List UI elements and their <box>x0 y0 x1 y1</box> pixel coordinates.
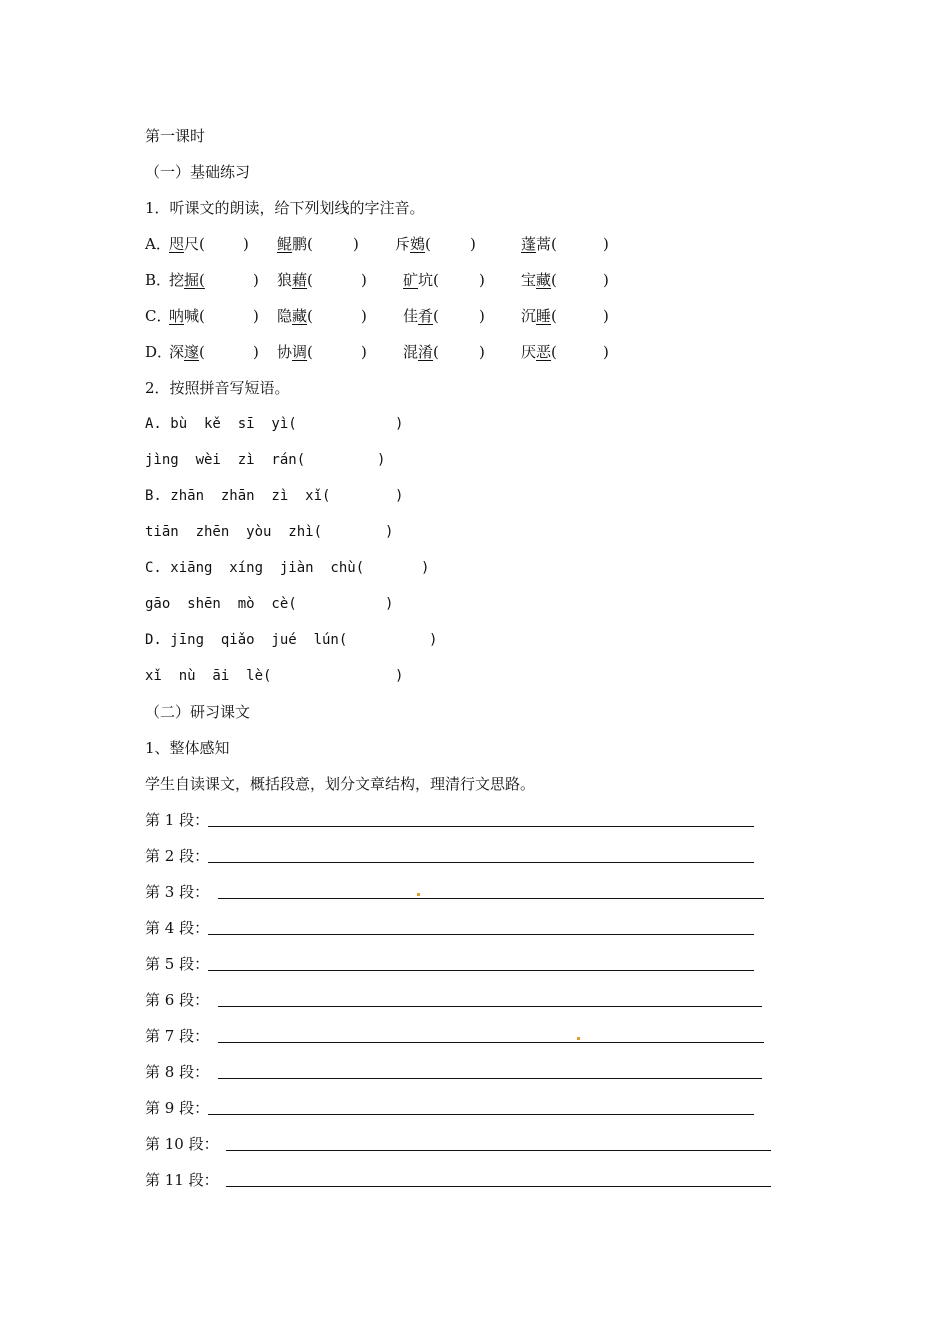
q1-item-close: ) <box>603 271 609 289</box>
paragraph-label: 第 5 段： <box>145 955 210 973</box>
lesson-title: 第一课时 <box>145 127 206 145</box>
answer-line[interactable] <box>218 1006 762 1007</box>
paragraph-label: 第 10 段： <box>145 1135 219 1153</box>
q1-item-close: ) <box>361 343 367 361</box>
paragraph-label: 第 7 段： <box>145 1027 210 1045</box>
q1-item-close: ) <box>479 343 485 361</box>
answer-line[interactable] <box>226 1150 771 1151</box>
answer-line[interactable] <box>208 934 754 935</box>
q1-item-close: ) <box>253 343 259 361</box>
paragraph-label: 第 8 段： <box>145 1063 210 1081</box>
answer-line[interactable] <box>208 1114 754 1115</box>
answer-line[interactable] <box>218 1078 762 1079</box>
row-letter: A． <box>145 235 171 253</box>
q1-row-b <box>145 268 665 292</box>
pinyin-line: jìng wèi zì rán( ) <box>145 452 386 468</box>
q1-item: 蓬蒿( <box>521 235 557 253</box>
q1-item-close: ) <box>353 235 359 253</box>
q1-item: 咫尺( <box>169 235 205 253</box>
q1-item-close: ) <box>479 307 485 325</box>
q1-item: 鲲鹏( <box>277 235 313 253</box>
q1-item: 佳肴( <box>403 307 439 325</box>
row-letter: B． <box>145 271 172 289</box>
section-heading-study-text: （二）研习课文 <box>145 703 251 721</box>
answer-line[interactable] <box>208 862 754 863</box>
q1-row-d <box>145 340 665 364</box>
q1-item-close: ) <box>603 343 609 361</box>
pinyin-line: gāo shēn mò cè( ) <box>145 596 394 612</box>
q1-item-close: ) <box>603 307 609 325</box>
q1-item: 斥鴳( <box>395 235 431 253</box>
pinyin-line: B. zhān zhān zì xǐ( ) <box>145 488 404 504</box>
pinyin-line: A. bù kě sī yì( ) <box>145 416 404 432</box>
q1-item-close: ) <box>479 271 485 289</box>
pinyin-line: D. jīng qiǎo jué lún( ) <box>145 632 438 648</box>
paragraph-label: 第 4 段： <box>145 919 210 937</box>
q1-item: 深邃( <box>169 343 205 361</box>
answer-line[interactable] <box>218 1042 764 1043</box>
pinyin-line: tiān zhēn yòu zhì( ) <box>145 524 394 540</box>
q1-item-close: ) <box>253 307 259 325</box>
q1-item: 混淆( <box>403 343 439 361</box>
q1-item-close: ) <box>243 235 249 253</box>
row-letter: D． <box>145 343 173 361</box>
q1-item-close: ) <box>361 307 367 325</box>
paragraph-label: 第 6 段： <box>145 991 210 1009</box>
q1-item: 呐喊( <box>169 307 205 325</box>
paragraph-label: 第 3 段： <box>145 883 210 901</box>
pinyin-line: C. xiāng xíng jiàn chù( ) <box>145 560 430 576</box>
paragraph-label: 第 1 段： <box>145 811 210 829</box>
stray-mark <box>417 893 420 896</box>
q1-item: 矿坑( <box>403 271 439 289</box>
section-heading-basic-practice: （一）基础练习 <box>145 163 251 181</box>
q1-item: 狼藉( <box>277 271 313 289</box>
pinyin-line: xǐ nù āi lè( ) <box>145 668 404 684</box>
question-2-prompt: 2．按照拼音写短语。 <box>145 379 290 397</box>
q1-item-close: ) <box>603 235 609 253</box>
q1-item: 厌恶( <box>521 343 557 361</box>
stray-mark <box>577 1037 580 1040</box>
answer-line[interactable] <box>226 1186 771 1187</box>
q1-item: 挖掘( <box>169 271 205 289</box>
q1-item-close: ) <box>361 271 367 289</box>
subsection-overall-perception: 1、整体感知 <box>145 739 230 757</box>
q1-row-a <box>145 232 665 256</box>
q1-item: 协调( <box>277 343 313 361</box>
q1-item-close: ) <box>470 235 476 253</box>
q1-item: 沉睡( <box>521 307 557 325</box>
answer-line[interactable] <box>208 826 754 827</box>
q1-item: 隐藏( <box>277 307 313 325</box>
q1-row-c <box>145 304 665 328</box>
paragraph-label: 第 9 段： <box>145 1099 210 1117</box>
answer-line[interactable] <box>218 898 764 899</box>
instruction-text: 学生自读课文，概括段意，划分文章结构，理清行文思路。 <box>145 775 536 793</box>
question-1-prompt: 1．听课文的朗读，给下列划线的字注音。 <box>145 199 425 217</box>
row-letter: C． <box>145 307 172 325</box>
q1-item: 宝藏( <box>521 271 557 289</box>
paragraph-label: 第 11 段： <box>145 1171 219 1189</box>
paragraph-label: 第 2 段： <box>145 847 210 865</box>
q1-item-close: ) <box>253 271 259 289</box>
answer-line[interactable] <box>208 970 754 971</box>
